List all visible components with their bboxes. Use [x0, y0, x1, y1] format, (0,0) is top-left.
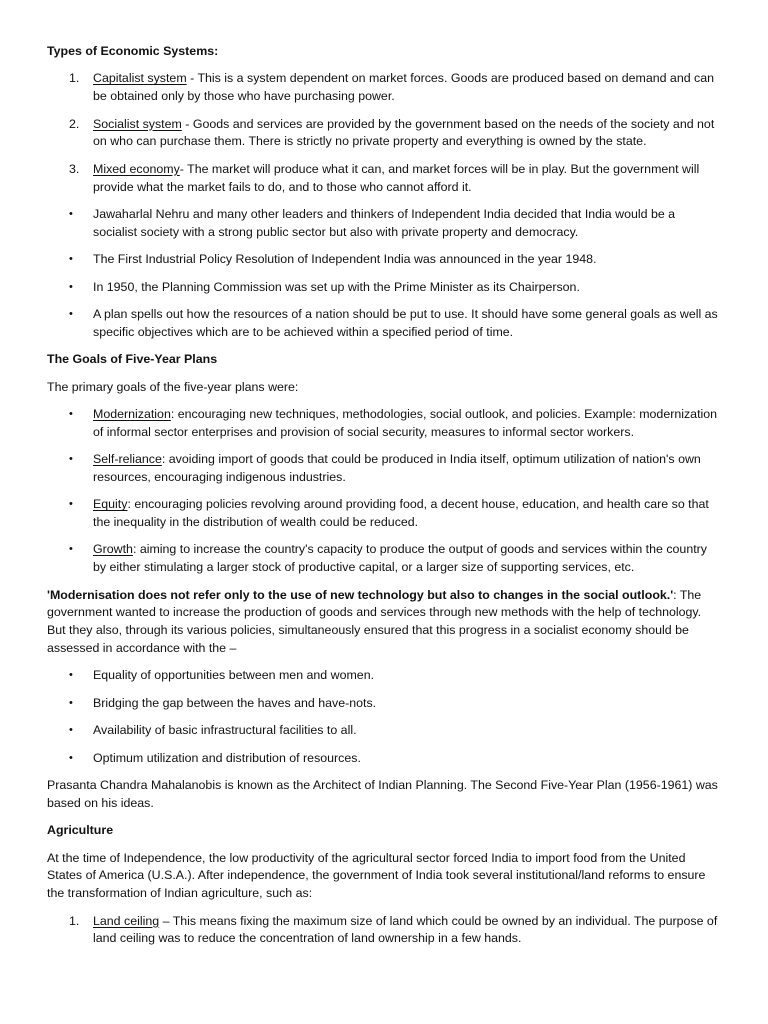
- list-item-text: : encouraging new techniques, methodologies, social outlook, and policies. Example: modernization of informal sector enterprises and provision of social security, measures to informal sector workers.: [93, 406, 718, 439]
- list-number: 3.: [69, 161, 80, 176]
- list-item: [47, 541, 718, 577]
- term-socialist-system: Socialist system: [93, 116, 182, 131]
- term-self-reliance: Self-reliance: [93, 452, 162, 467]
- bullet-icon: •: [69, 280, 73, 293]
- list-item-text: A plan spells out how the resources of a nation should be put to use. It should have some general goals as well as specific objectives which are to be achieved within a specified period of time.: [93, 306, 718, 339]
- list-item-text: - The market will produce what it can, and market forces will be in play. But the government will provide what the market fails to do, and to those who cannot afford it.: [93, 161, 700, 194]
- list-item: [47, 750, 718, 768]
- list-item-text: Equality of opportunities between men and women.: [93, 668, 375, 683]
- bullet-icon: •: [69, 453, 73, 466]
- list-item: [47, 70, 718, 106]
- bullet-icon: •: [69, 696, 73, 709]
- land-reforms-list: [47, 913, 718, 949]
- assessment-criteria-list: [47, 667, 718, 767]
- modernisation-quote: 'Modernisation does not refer only to the use of new technology but also to changes in the social outlook.': [47, 587, 674, 602]
- bullet-icon: •: [69, 253, 73, 266]
- bullet-icon: •: [69, 307, 73, 320]
- list-item-text: : aiming to increase the country's capacity to produce the output of goods and services within the country by either stimulating a larger stock of productive capital, or a larger size of supporting services, etc.: [93, 542, 707, 575]
- list-item-text: In 1950, the Planning Commission was set up with the Prime Minister as its Chairperson.: [93, 279, 580, 294]
- list-item: [47, 451, 718, 487]
- list-item: [47, 406, 718, 442]
- bullet-icon: •: [69, 543, 73, 556]
- heading-agriculture: Agriculture: [47, 823, 114, 838]
- heading-types-of-economic-systems: Types of Economic Systems:: [47, 44, 219, 58]
- list-item: [47, 306, 718, 342]
- list-item: [47, 667, 718, 685]
- list-item: [47, 722, 718, 740]
- list-item-text: - Goods and services are provided by the government based on the needs of the society and not on who can purchase them. There is strictly no private property and everything is owned by the state.: [93, 116, 715, 149]
- term-mixed-economy: Mixed economy: [93, 161, 180, 176]
- bullet-icon: •: [69, 498, 73, 511]
- list-item-text: Jawaharlal Nehru and many other leaders and thinkers of Independent India decided that India would be a socialist society with a strong public sector but also with private property and democracy.: [93, 206, 676, 239]
- bullet-icon: •: [69, 407, 73, 420]
- list-item: [47, 695, 718, 713]
- list-item: [47, 161, 718, 197]
- bullet-icon: •: [69, 724, 73, 737]
- bullet-icon: •: [69, 207, 73, 220]
- list-item: [47, 496, 718, 532]
- list-item-text: Optimum utilization and distribution of resources.: [93, 750, 361, 765]
- list-item-text: Availability of basic infrastructural facilities to all.: [93, 723, 357, 738]
- economic-systems-list: [47, 70, 718, 196]
- planning-facts-list: [47, 206, 718, 342]
- goals-list: [47, 406, 718, 577]
- agriculture-intro: At the time of Independence, the low productivity of the agricultural sector forced India to import food from the United States of America (U.S.A.). After independence, the government of India took several institutional/land reforms to ensure the transformation of Indian agriculture, such as:: [47, 850, 706, 901]
- list-number: 1.: [69, 71, 80, 86]
- list-item-text: : encouraging policies revolving around providing food, a decent house, education, and health care so that the inequality in the distribution of wealth could be reduced.: [93, 497, 709, 530]
- term-land-ceiling: Land ceiling: [93, 913, 160, 928]
- list-item-text: : avoiding import of goods that could be produced in India itself, optimum utilization of nation's own resources, encouraging indigenous industries.: [93, 452, 701, 484]
- list-item: [47, 116, 718, 152]
- mahalanobis-paragraph: Prasanta Chandra Mahalanobis is known as the Architect of Indian Planning. The Second Five-Year Plan (1956-1961) was based on his ideas.: [47, 777, 718, 810]
- list-number: 2.: [69, 116, 80, 131]
- heading-goals-of-five-year-plans: The Goals of Five-Year Plans: [47, 352, 218, 367]
- list-item-text: Bridging the gap between the haves and have-nots.: [93, 695, 377, 710]
- list-item: [47, 251, 718, 269]
- bullet-icon: •: [69, 669, 73, 682]
- term-equity: Equity: [93, 497, 128, 512]
- term-growth: Growth: [93, 542, 133, 557]
- list-item: [47, 206, 718, 242]
- list-item-text: - This is a system dependent on market forces. Goods are produced based on demand and can be obtained only by those who have purchasing power.: [93, 71, 715, 104]
- modernisation-quote-paragraph: [47, 587, 718, 658]
- term-modernization: Modernization: [93, 406, 171, 421]
- list-item: [47, 279, 718, 297]
- term-capitalist-system: Capitalist system: [93, 71, 187, 86]
- list-item-text: – This means fixing the maximum size of land which could be owned by an individual. The purpose of land ceiling was to reduce the concentration of land ownership in a few hands.: [93, 913, 718, 946]
- bullet-icon: •: [69, 751, 73, 764]
- goals-intro: The primary goals of the five-year plans were:: [47, 379, 299, 394]
- list-item-text: The First Industrial Policy Resolution of Independent India was announced in the year 1948.: [93, 252, 597, 267]
- modernisation-explanation: : The government wanted to increase the production of goods and services through new methods with the help of technology. But they also, through its various policies, simultaneously ensured that this progress in a socialist economy should be assessed in accordance with the –: [47, 587, 702, 656]
- list-item: [47, 913, 718, 949]
- list-number: 1.: [69, 913, 80, 928]
